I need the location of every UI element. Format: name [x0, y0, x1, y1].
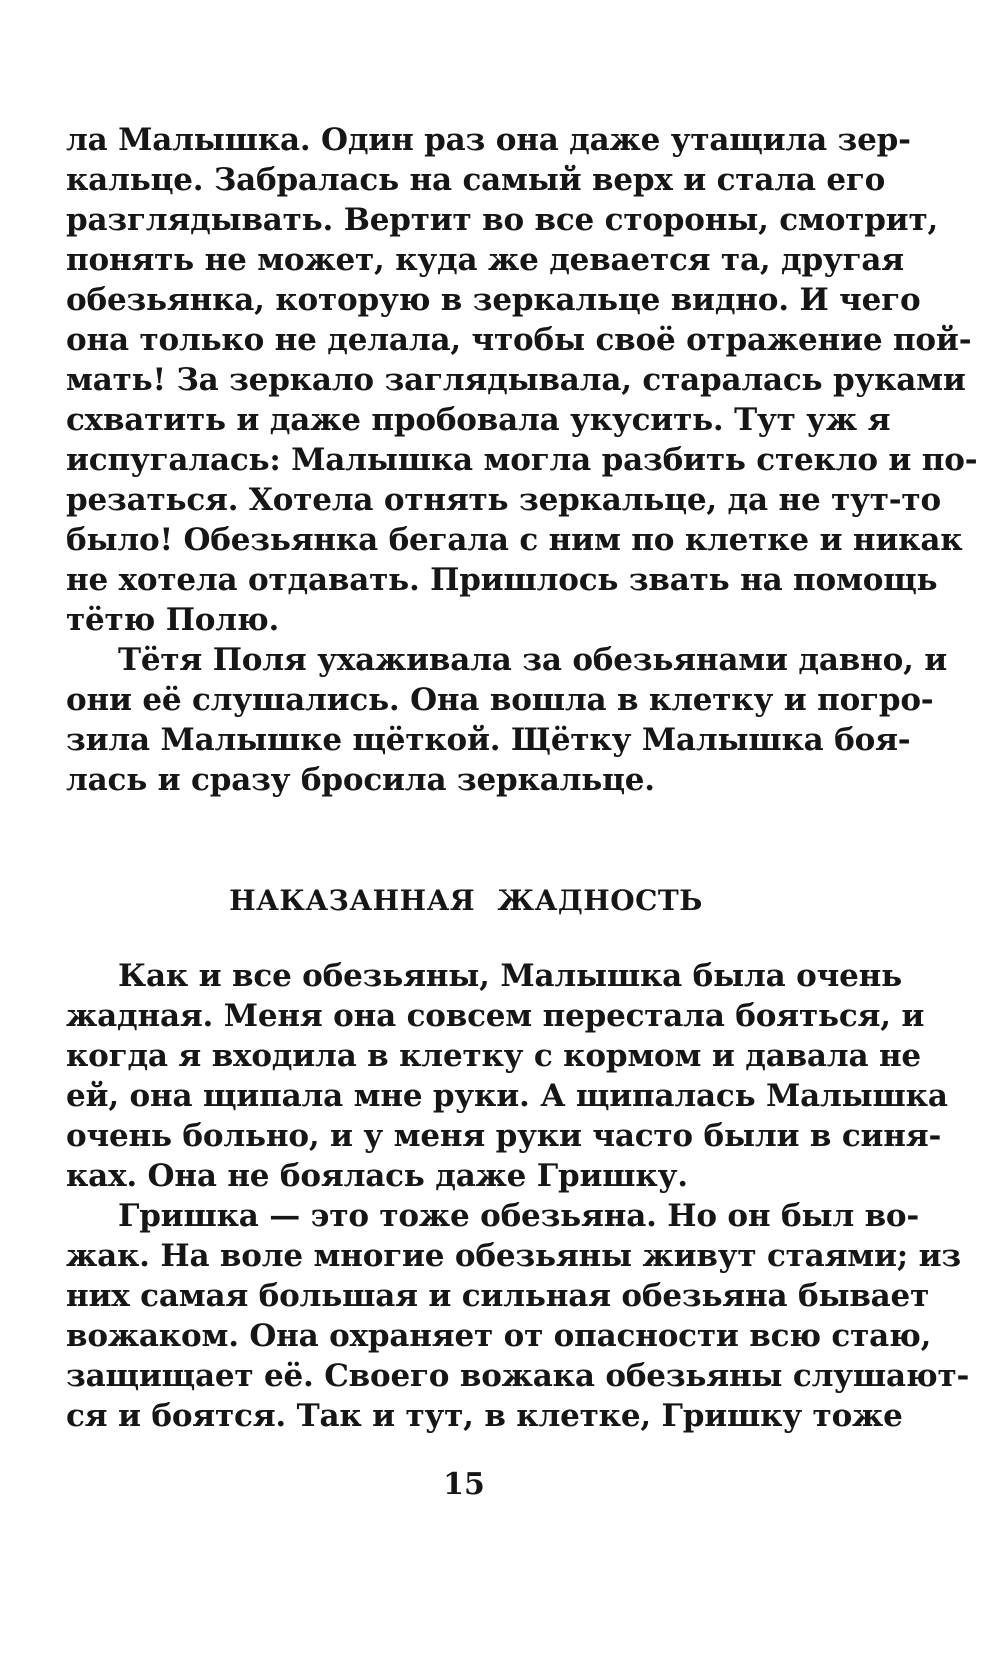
text-line: резаться. Хотела отнять зеркальце, да не тут-то: [66, 482, 941, 518]
text-line: Как и все обезьяны, Малышка была очень: [118, 958, 902, 994]
text-line: не хотела отдавать. Пришлось звать на помощь: [66, 562, 938, 598]
text-line: ся и боятся. Так и тут, в клетке, Гришку тоже: [66, 1398, 903, 1434]
text-line: ей, она щипала мне руки. А щипалась Малышка: [66, 1078, 948, 1114]
text-line: когда я входила в клетку с кормом и давала не: [66, 1038, 921, 1074]
text-line: жадная. Меня она совсем перестала бояться, и: [66, 998, 925, 1034]
text-line: обезьянка, которую в зеркальце видно. И чего: [66, 282, 921, 318]
text-line: схватить и даже пробовала укусить. Тут уж я: [66, 402, 891, 438]
text-line: тётю Полю.: [66, 602, 280, 638]
text-line: испугалась: Малышка могла разбить стекло и по-: [66, 442, 978, 478]
text-line: было! Обезьянка бегала с ним по клетке и никак: [66, 522, 963, 558]
text-line: мать! За зеркало заглядывала, старалась руками: [66, 362, 966, 398]
text-line: жак. На воле многие обезьяны живут стаями; из: [66, 1238, 961, 1274]
text-line: них самая большая и сильная обезьяна бывает: [66, 1278, 930, 1314]
text-line: Тётя Поля ухаживала за обезьянами давно, и: [118, 642, 948, 678]
text-line: понять не может, куда же девается та, другая: [66, 242, 904, 278]
text-line: разглядывать. Вертит во все стороны, смотрит,: [66, 202, 939, 238]
text-line: ла Малышка. Один раз она даже утащила зер-: [66, 122, 911, 158]
text-line: кальце. Забралась на самый верх и стала его: [66, 162, 886, 198]
text-line: очень больно, и у меня руки часто были в синя-: [66, 1118, 942, 1154]
text-line: зила Малышке щёткой. Щётку Малышка боя-: [66, 722, 911, 758]
text-line: ках. Она не боялась даже Гришку.: [66, 1158, 688, 1194]
text-line: Гришка — это тоже обезьяна. Но он был во-: [118, 1198, 920, 1234]
text-line: они её слушались. Она вошла в клетку и погро-: [66, 682, 934, 718]
chapter-title: НАКАЗАННАЯ ЖАДНОСТЬ: [229, 884, 703, 917]
page-number: 15: [443, 1467, 485, 1502]
text-line: лась и сразу бросила зеркальце.: [66, 762, 655, 798]
text-line: она только не делала, чтобы своё отражение пой-: [66, 322, 972, 358]
text-line: вожаком. Она охраняет от опасности всю стаю,: [66, 1318, 932, 1354]
text-line: защищает её. Своего вожака обезьяны слушают-: [66, 1358, 970, 1394]
